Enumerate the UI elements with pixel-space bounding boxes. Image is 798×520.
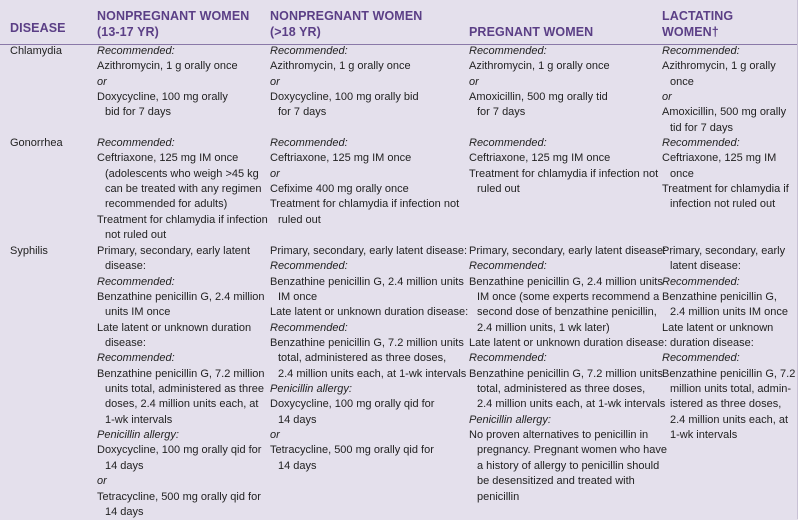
regimen-text: Doxycycline, 100 mg orally xyxy=(97,91,228,104)
regimen-text: penicillin xyxy=(477,490,520,503)
disease-chlamydia: Chlamydia xyxy=(10,45,62,57)
regimen-label: or xyxy=(270,167,280,180)
disease-gonorrhea: Gonorrhea xyxy=(10,137,63,149)
regimen-text: (adolescents who weigh >45 kg xyxy=(105,167,259,180)
regimen-text: second dose of benzathine penicillin, xyxy=(477,306,657,319)
regimen-text: Primary, secondary, early latent disease: xyxy=(469,245,667,257)
regimen-text: disease: xyxy=(105,337,146,350)
regimen-text: Primary, secondary, early latent xyxy=(97,245,251,257)
regimen-label: or xyxy=(469,75,479,88)
regimen-label: Recommended: xyxy=(97,137,175,149)
regimen-text: Benzathine penicillin G, 7.2 million units xyxy=(469,367,663,380)
regimen-text: total, administered as three doses, xyxy=(477,383,646,396)
regimen-text: Primary, secondary, early latent disease: xyxy=(270,245,468,257)
regimen-text: disease: xyxy=(105,260,146,273)
cell-chlamydia-pregnant xyxy=(469,44,610,121)
regimen-text: 2.4 million units, 1 wk later) xyxy=(477,321,610,334)
regimen-text: Azithromycin, 1 g orally once xyxy=(469,60,610,73)
regimen-text: 2.4 million units IM once xyxy=(670,306,788,319)
cell-gonorrhea-np18 xyxy=(270,136,459,228)
regimen-text: a history of allergy to penicillin should xyxy=(477,459,660,472)
regimen-text: units total, administered as three xyxy=(105,383,264,396)
regimen-label: or xyxy=(270,75,280,88)
regimen-text: million units total, admin- xyxy=(670,383,792,396)
regimen-text: total, administered as three doses, xyxy=(278,352,447,365)
regimen-text: Benzathine penicillin G, 7.2 xyxy=(662,367,796,380)
regimen-text: 14 days xyxy=(278,413,317,426)
regimen-label: or xyxy=(97,475,107,488)
regimen-text: istered as three doses, xyxy=(670,398,782,411)
regimen-text: Amoxicillin, 500 mg orally xyxy=(662,106,787,119)
cell-chlamydia-np18 xyxy=(270,44,419,121)
regimen-text: Benzathine penicillin G, 2.4 million units xyxy=(469,275,663,288)
regimen-text: Late latent or unknown duration disease: xyxy=(270,306,469,319)
cell-chlamydia-np13 xyxy=(97,44,238,121)
regimen-text: Amoxicillin, 500 mg orally tid xyxy=(469,91,608,104)
header-lact-line1: LACTATING xyxy=(662,9,734,23)
regimen-label: Recommended: xyxy=(270,45,348,57)
regimen-label: Recommended: xyxy=(469,45,547,57)
regimen-text: for 7 days xyxy=(278,106,327,119)
regimen-text: Treatment for chlamydia if infection not xyxy=(469,167,659,180)
regimen-text: Benzathine penicillin G, 7.2 million xyxy=(97,367,265,380)
regimen-label: Recommended: xyxy=(469,260,547,273)
regimen-label: Penicillin allergy: xyxy=(97,429,179,442)
regimen-text: IM once xyxy=(278,291,318,304)
regimen-text: latent disease: xyxy=(670,260,741,273)
regimen-text: 14 days xyxy=(105,505,144,518)
regimen-text: 2.4 million units each, at xyxy=(670,413,789,426)
header-preg-line1: PREGNANT WOMEN xyxy=(469,25,594,39)
regimen-label: Recommended: xyxy=(662,275,740,288)
regimen-label: Recommended: xyxy=(270,321,348,334)
regimen-text: ruled out xyxy=(278,213,321,226)
regimen-text: Benzathine penicillin G, 2.4 million xyxy=(97,291,265,304)
cell-gonorrhea-np13 xyxy=(97,136,268,243)
regimen-text: 14 days xyxy=(105,459,144,472)
regimen-text: Benzathine penicillin G, 7.2 million units xyxy=(270,337,464,350)
regimen-text: can be treated with any regimen xyxy=(105,183,262,196)
regimen-label: Recommended: xyxy=(662,352,740,365)
regimen-text: bid for 7 days xyxy=(105,106,172,119)
regimen-text: infection not ruled out xyxy=(670,198,776,211)
header-np18-line2: (>18 YR) xyxy=(270,25,321,39)
regimen-text: Azithromycin, 1 g orally once xyxy=(270,60,411,73)
regimen-text: 14 days xyxy=(278,459,317,472)
regimen-text: Azithromycin, 1 g orally once xyxy=(97,60,238,73)
regimen-label: Recommended: xyxy=(97,45,175,57)
regimen-text: duration disease: xyxy=(670,337,754,350)
disease-syphilis: Syphilis xyxy=(10,245,48,257)
regimen-label: Recommended: xyxy=(469,352,547,365)
regimen-text: Treatment for chlamydia if xyxy=(662,183,789,196)
regimen-text: 2.4 million units each, at 1-wk intervals xyxy=(278,367,467,380)
regimen-text: Primary, secondary, early xyxy=(662,245,786,257)
regimen-label: Recommended: xyxy=(97,352,175,365)
cell-chlamydia-lactating xyxy=(662,44,786,136)
cell-syphilis-pregnant xyxy=(469,244,667,505)
header-np18-line1: NONPREGNANT WOMEN xyxy=(270,9,423,23)
regimen-text: for 7 days xyxy=(477,106,526,119)
regimen-text: Tetracycline, 500 mg orally qid for xyxy=(270,444,434,457)
regimen-label: Recommended: xyxy=(662,45,740,57)
regimen-text: Late latent or unknown duration xyxy=(97,321,252,334)
regimen-text: once xyxy=(670,75,694,88)
regimen-text: pregnancy. Pregnant women who have xyxy=(477,444,667,457)
regimen-text: tid for 7 days xyxy=(670,121,733,134)
regimen-label: Recommended: xyxy=(97,275,175,288)
regimen-text: be desensitized and treated with xyxy=(477,475,635,488)
regimen-text: 1-wk intervals xyxy=(105,413,173,426)
regimen-text: Late latent or unknown xyxy=(662,321,774,334)
regimen-text: ruled out xyxy=(477,183,520,196)
regimen-text: doses, 2.4 million units each, at xyxy=(105,398,259,411)
regimen-text: Ceftriaxone, 125 mg IM once xyxy=(97,152,239,165)
cell-gonorrhea-lactating xyxy=(662,136,789,213)
table-header xyxy=(0,0,798,45)
regimen-text: Late latent or unknown duration disease: xyxy=(469,337,668,350)
regimen-text: units IM once xyxy=(105,306,171,319)
regimen-label: Recommended: xyxy=(270,260,348,273)
regimen-label: or xyxy=(662,91,672,104)
regimen-label: Penicillin allergy: xyxy=(270,383,352,396)
regimen-text: Tetracycline, 500 mg orally qid for xyxy=(97,490,261,503)
regimen-text: 1-wk intervals xyxy=(670,429,738,442)
regimen-text: IM once (some experts recommend a xyxy=(477,291,660,304)
cell-syphilis-lactating xyxy=(662,244,795,443)
header-np13-line1: NONPREGNANT WOMEN xyxy=(97,9,250,23)
regimen-text: Ceftriaxone, 125 mg IM once xyxy=(469,152,611,165)
regimen-text: Ceftriaxone, 125 mg IM once xyxy=(270,152,412,165)
cell-syphilis-np18 xyxy=(270,244,468,474)
regimen-label: Recommended: xyxy=(270,137,348,149)
regimen-label: Penicillin allergy: xyxy=(469,413,551,426)
regimen-label: or xyxy=(97,75,107,88)
regimen-text: Doxycycline, 100 mg orally qid for xyxy=(97,444,262,457)
regimen-label: Recommended: xyxy=(469,137,547,149)
header-lact-line2: WOMEN† xyxy=(662,25,719,39)
regimen-text: Doxycycline, 100 mg orally qid for xyxy=(270,398,435,411)
regimen-text: not ruled out xyxy=(105,229,167,242)
regimen-label: Recommended: xyxy=(662,137,740,149)
regimen-text: Doxycycline, 100 mg orally bid xyxy=(270,91,419,104)
regimen-text: recommended for adults) xyxy=(105,198,228,211)
regimen-text: Treatment for chlamydia if infection not xyxy=(270,198,460,211)
regimen-text: Benzathine penicillin G, 2.4 million units xyxy=(270,275,464,288)
regimen-text: No proven alternatives to penicillin in xyxy=(469,429,649,442)
regimen-text: 2.4 million units each, at 1-wk intervals xyxy=(477,398,666,411)
regimen-text: once xyxy=(670,167,694,180)
header-disease-label: DISEASE xyxy=(10,21,66,35)
header-np13-line2: (13-17 YR) xyxy=(97,25,159,39)
regimen-label: or xyxy=(270,429,280,442)
cell-gonorrhea-pregnant xyxy=(469,136,658,197)
regimen-text: Cefixime 400 mg orally once xyxy=(270,183,409,196)
regimen-text: Treatment for chlamydia if infection xyxy=(97,213,268,226)
regimen-text: Azithromycin, 1 g orally xyxy=(662,60,776,73)
regimen-text: Benzathine penicillin G, xyxy=(662,291,777,304)
cell-syphilis-np13 xyxy=(97,244,265,520)
regimen-text: Ceftriaxone, 125 mg IM xyxy=(662,152,777,165)
